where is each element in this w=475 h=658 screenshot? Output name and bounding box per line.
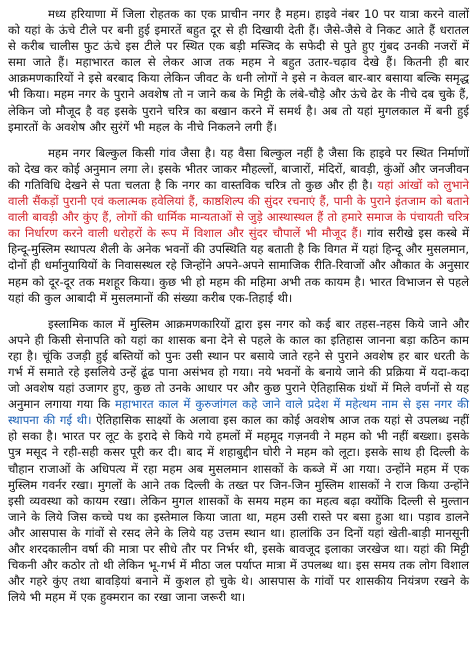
paragraph-town-text: महम नगर बिल्कुल किसी गांव जैसा है। यह वैसा बिल्कुल नहीं है जैसा कि हाइवे पर स्थित निर्माणों को देख कर कोई अनुमान लगा ले। इसके भीतर जाकर मौहल्लों, बाजारों, मंदिरों, बावड़ी, कुंओं और जनजीवन की गतिविधि देखने से पता चलता है कि नगर का वास्तविक चरित्र तो कुछ और ही है।	[8, 145, 469, 192]
highlighted-heritage-text: यहां आंखों को लुभाने वाली सैंकड़ों पुरानी एवं कलात्मक हवेलियां हैं, काष्ठशिल्प की सुंदर रचनाएं हैं, पानी के पुराने इंतजाम को बताने वाली बावड़ी और कुंए हैं, लोगों की धार्मिक मान्यताओं से जुड़े आस्थास्थल हैं तो हमारे समाज के पंचायती चरित्र का निर्धारण करने वाली धरोहरों के रूप में विशाल और सुंदर चौपालें भी मौजूद हैं।	[8, 177, 469, 241]
paragraph-history-text-cont: ऐतिहासिक साक्ष्यों के अलावा इस काल का कोई अवशेष आज तक यहां से उपलब्ध नहीं हो सका है। भारत पर लूट के इरादे से किये गये हमलों में महमूद गज़नवी ने महम को भी नहीं बख्शा। इसके पुत्र मसूद ने रही-सही कसर पूरी कर दी। बाद में शहाबुद्दीन घोरी ने महम को लूटा। इसके साथ ही दिल्ली के चौहान राजाओं के अधिपत्य में रहा महम अब मुसलमान शासकों के कब्जे में आ गया। उन्होंने महम में एक मुस्लिम गवर्नर रखा। मुगलों के आने तक दिल्ली के तख्त पर जिन-जिन मुस्लिम शासकों ने राज किया उन्होंने इसी व्यवस्था को कायम रखा। लेकिन मुगल शासकों के समय महम का महत्व बढ़ा क्योंकि दिल्ली से मुल्तान जाने के लिये जिस कच्चे पथ का इस्तेमाल किया जाता था, महम उसी रास्ते पर बसा हुआ था। पड़ाव डालने और आसपास के गांवों से रसद लेने के लिये यह उत्तम स्थान था। हालांकि उन दिनों यहां खेती-बाड़ी मानसूनी और शरदकालीन वर्षा की मात्रा पर सीधे तौर पर निर्भर थी, इसके बावजूद इलाका जरखेज था। यहां की मिट्टी चिकनी और कठोर तो थी लेकिन भू-गर्भ में मीठा जल पर्याप्त मात्रा में उपलब्ध था। इस समय तक लोग विशाल और गहरे कुंए तथा बावड़ियां बनाने में कुशल हो चुके थे। आसपास के गांवों पर शासकीय नियंत्रण रखने के लिये भी महम में एक हुक्मरान का रखा जाना जरूरी था।	[8, 413, 469, 605]
paragraph-intro	[8, 6, 469, 135]
paragraph-history-text: इस्लामिक काल में मुस्लिम आक्रमणकारियों द्वारा इस नगर को कई बार तहस-नहस किये जाने और अपने ही किसी सेनापति को यहां का शासक बना देने से पहले के काल का इतिहास जानना बड़ा कठिन काम रहा है। चूंकि उजड़ी हुई बस्तियों को पुनः उसी स्थान पर बसाये जाते रहने से पुराने अवशेष हर बार धरती के गर्भ में समाते रहे इसलिये उन्हें ढूंढ पाना असंभव हो गया। नये भवनों के बनाये जाने की प्रक्रिया में यदा-कदा जो अवशेष यहां उजागर हुए, कुछ तो उनके आधार पर और कुछ पुराने ऐतिहासिक ग्रंथों में मिले वर्णनों से यह अनुमान लगाया गया कि	[8, 316, 469, 412]
paragraph-intro-text: मध्य हरियाणा में जिला रोहतक का एक प्राचीन नगर है महम। हाइवे नंबर 10 पर यात्रा करने वालों को यहां के ऊंचे टीले पर बनी हुई इमारतें बहुत दूर से ही दिखायी देती हैं। जैसे-जैसे वे निकट आते हैं धरातल से करीब चालीस फुट ऊंचे इस टीले पर स्थित एक बड़ी मस्जिद के सफेदी से पुते हुए गुंबद उनकी नजरों में समा जाते हैं। महाभारत काल से लेकर आज तक महम ने बहुत उतार-चढ़ाव देखे हैं। कितनी ही बार आक्रमणकारियों ने इसे बरबाद किया लेकिन जीवट के धनी लोगों ने इसे न केवल बार-बार बसाया बल्कि समृद्ध भी किया। महम नगर के पुराने अवशेष तो न जाने कब के मिट्टी के लंबे-चौड़े और ऊंचे ढेर के नीचे दब चुके हैं, लेकिन जो मौजूद है वह इसके पुराने चरित्र का बखान करने में समर्थ है। अब तो यहां मुगलकाल में बनी हुई इमारतों के अवशेष और सुरंगें भी महल के नीचे निकलने लगी हैं।	[8, 7, 469, 134]
paragraph-history	[8, 316, 469, 606]
paragraph-town-text-cont: गांव सरीखे इस कस्बे में हिन्दू-मुस्लिम स्थापत्य शैली के अनेक भवनों की उपस्थिति यह बताती है कि विगत में यहां हिन्दू और मुसलमान, दोनों ही धर्मानुयायियों के निवासस्थल रहे जिन्होंने अपने-अपने सामाजिक रीति-रिवाजों और औकात के अनुसार महम को दूर-दूर तक मशहूर किया। कुछ भी हो महम की महिमा अभी तक कायम है। भारत विभाजन से पहले यहां की कुल आबादी में मुसलमानों की संख्या करीब एक-तिहाई थी।	[8, 226, 469, 305]
paragraph-town-character	[8, 145, 469, 306]
highlighted-mahabharata-text: महाभारत काल में कुरुजांगल कहे जाने वाले प्रदेश में महेत्थम नाम से इस नगर की स्थापना की गई थी।	[8, 397, 470, 428]
